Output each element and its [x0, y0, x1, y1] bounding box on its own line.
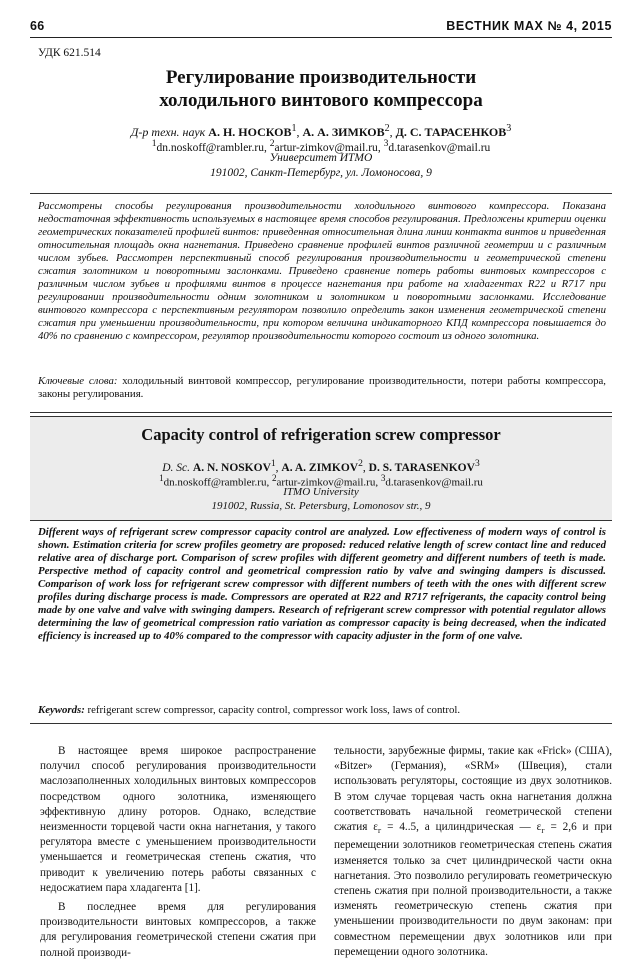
journal-name: ВЕСТНИК МАХ № 4, 2015	[446, 19, 612, 33]
author1-ru: А. Н. НОСКОВ	[208, 125, 292, 139]
running-header	[30, 16, 612, 38]
email2-ru[interactable]: artur-zimkov@mail.ru	[274, 141, 378, 154]
degree-en: D. Sc.	[162, 461, 193, 474]
authors-en: D. Sc. A. N. NOSKOV$^1$, A. A. ZIMKOV$^2$, D. S. TARASENKOV$^3$	[162, 458, 480, 474]
email2-en[interactable]: artur-zimkov@mail.ru	[276, 476, 376, 489]
author1-en: A. N. NOSKOV	[192, 461, 271, 474]
university-en: ITMO University	[283, 486, 359, 498]
email3-ru[interactable]: d.tarasenkov@mail.ru	[388, 141, 491, 154]
title-en: Capacity control of refrigeration screw compressor	[141, 425, 501, 444]
email3-en[interactable]: d.tarasenkov@mail.ru	[385, 476, 483, 489]
abstract-ru: Рассмотрены способы регулирования производительности холодильного винтового компрессора. Показана недостаточная эффективность используемых в настоящее время способов регулирования. Предложены критерии оценки геометрических показателей профилей винтов: приведенная относительная длина линии контакта винтов и приведенная относительная площадь окна нагнетания. Приведено сравнение профилей винтов различной геометрии и с различным числом зубьев. Рассмотрен перспективный способ регулирования производительности и геометрической степени сжатия золотником и поворотными заслонками. Приведено сравнение потерь работы винтовых компрессоров с различным числом зубьев и профилями винтов в процессе нагнетания при работе на хладагентах R22 и R717 при регулировании производительности одним золотником и золотником и поворотными заслонками. Исследование винтового компрессора с перспективным регулятором позволило определить закон изменения геометрической степени сжатия при уменьшении производительности, при котором величина индикаторного КПД компрессора повышается до 40% по сравнению с компрессором, регулятор производительности которого состоит из одного золотника.	[38, 200, 606, 342]
epsilon-subscript: г	[541, 826, 545, 836]
email1-en[interactable]: dn.noskoff@rambler.ru	[163, 476, 267, 489]
body-paragraph: тельности, зарубежные фирмы, такие как «Frick» (США), «Bitzer» (Германия), «SRM» (Швеция), стали использовать регуляторы, состоящие из двух золотников. В этом случае торцевая часть окна нагнетания должна соответствовать начальной геометрической степени сжатия $\varepsilon_г = 4..5$, а цилиндрическая — $\varepsilon_г = 2,6$ и при перемещении золотников геометрическая степень сжатия изменяется только за счет цилиндрической части окна нагнетания. Это позволило регулировать геометрическую степень сжатия при полной производительности, а также изменять геометрическую степень сжатия при уменьшении производительности по двум законам: при совместном перемещении двух золотников или при перемещении одного золотника.	[334, 745, 612, 958]
emails-ru: $^1$dn.noskoff@rambler.ru, $^2$artur-zimkov@mail.ru, $^3$d.tarasenkov@mail.ru	[151, 138, 491, 154]
author2-ru: А. А. ЗИМКОВ	[302, 125, 385, 139]
emails-en: $^1$dn.noskoff@rambler.ru, $^2$artur-zimkov@mail.ru, $^3$d.tarasenkov@mail.ru	[159, 473, 483, 489]
page-number: 66	[30, 19, 45, 33]
header-rule	[30, 37, 612, 38]
title-ru-line1: Регулирование производительности	[165, 67, 477, 88]
authors-ru: Д-р техн. наук А. Н. НОСКОВ$^1$, А. А. ЗИМКОВ$^2$, Д. С. ТАРАСЕНКОВ$^3$	[130, 123, 512, 139]
title-ru-line2: холодильного винтового компрессора	[159, 90, 483, 111]
title-ru	[40, 66, 602, 112]
abstract-en: Different ways of refrigerant screw compressor capacity control are analyzed. Low effectiveness of modern ways of control is shown. Estimation criteria for screw profiles geometry are proposed: reduced relative length of screw contact line and reduced relative area of discharge port. Comparison of screw profiles with different geometry and different numbers of teeth is made. Perspective method of capacity control and geometrical compression ratio by valve and swinging dampers is discussed. Comparison of work loss for refrigerant screw compressor with different numbers of teeth with the ones with different screw profiles during discharge process is made. Compressors are operated at R22 and R717 refrigerants, the capacity control being made by one valve and valve with swinging dampers. Research of refrigerant screw compressor with potential regulator allows determining the law of geometrical compression ratio variation as compressor capacity is being decreased, when the indicated efficiency is increased up to 40% compared to the compressor with capacity adjuster in the form of one valve.	[38, 526, 606, 642]
body-column-left	[40, 744, 316, 961]
author2-en: A. A. ZIMKOV	[281, 461, 359, 474]
body-paragraph: В настоящее время широкое распространение получил способ регулирования производительности маслозаполненных холодильных винтовых компрессоров посредством одного золотника, изменяющего эффективную длину роторов. Однако, вследствие неизменности торцевой части окна нагнетания, у такого регулятора вместе с уменьшением производительности уменьшается и геометрическая степень сжатия, что приводит к увеличению потерь работы связанных с недосжатием пара хладагента [1].	[40, 745, 316, 894]
author3-ru: Д. С. ТАРАСЕНКОВ	[395, 125, 507, 139]
degree-ru: Д-р техн. наук	[130, 125, 209, 139]
keywords-ru-label: Ключевые слова:	[38, 375, 118, 387]
body-column-right	[334, 744, 612, 960]
keywords-en	[38, 704, 606, 717]
author3-en: D. S. TARASENKOV	[368, 461, 475, 474]
keywords-en-text: refrigerant screw compressor, capacity control, compressor work loss, laws of control.	[84, 704, 461, 716]
university-ru: Университет ИТМО	[269, 152, 373, 164]
address-ru: 191002, Санкт-Петербург, ул. Ломоносова, 9	[210, 167, 432, 179]
address-en: 191002, Russia, St. Petersburg, Lomonosov str., 9	[211, 500, 431, 512]
body-paragraph: В последнее время для регулирования производительности винтовых компрессоров, а также для регулирования геометрической степени сжатия при полной производи-	[40, 901, 316, 959]
keywords-ru-text: холодильный винтовой компрессор, регулирование производительности, потери работы компрессора, законы регулирования.	[38, 375, 606, 400]
epsilon-subscript: г	[377, 826, 382, 836]
keywords-ru	[38, 375, 606, 401]
keywords-en-label: Keywords:	[38, 704, 85, 716]
udk-code: УДК 621.514	[38, 47, 101, 59]
email1-ru[interactable]: dn.noskoff@rambler.ru	[156, 141, 264, 154]
